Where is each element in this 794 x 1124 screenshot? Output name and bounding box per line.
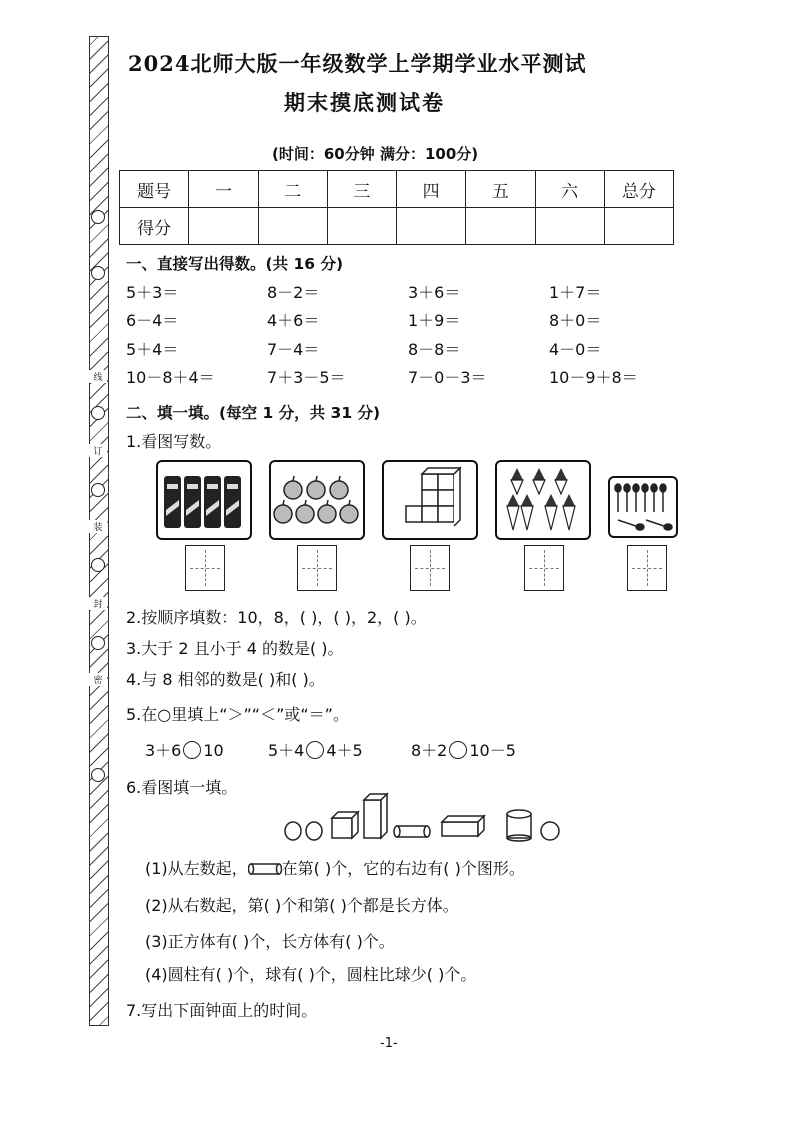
arithmetic-item: 1＋7＝ — [549, 283, 602, 302]
arithmetic-item: 7－4＝ — [267, 340, 320, 359]
cube-icon — [332, 812, 358, 838]
answer-box[interactable] — [524, 545, 564, 591]
spoon-icon — [610, 478, 676, 536]
q6-part1-suffix: 在第( )个，它的右边有( )个图形。 — [281, 859, 525, 878]
question-6-part3: (3)正方体有( )个，长方体有( )个。 — [145, 932, 395, 951]
cylinder-icon — [248, 862, 282, 876]
answer-box[interactable] — [410, 545, 450, 591]
binding-hole-icon — [91, 406, 105, 420]
arithmetic-item: 8－2＝ — [267, 283, 320, 302]
arithmetic-item: 1＋9＝ — [408, 311, 461, 330]
binding-hole-icon — [91, 558, 105, 572]
arithmetic-item: 8＋0＝ — [549, 311, 602, 330]
arithmetic-item: 3＋6＝ — [408, 283, 461, 302]
compare-right: 4＋5 — [326, 741, 363, 760]
binding-label: 密 — [89, 673, 107, 686]
binding-hole-icon — [91, 266, 105, 280]
compare-circle[interactable] — [306, 741, 324, 759]
question-3: 3.大于 2 且小于 4 的数是( )。 — [126, 639, 344, 658]
score-table-header: 总分 — [604, 171, 673, 208]
binding-label: 线 — [89, 370, 107, 383]
compare-item-2 — [268, 738, 363, 761]
section1-heading: 一、直接写出得数。(共 16 分) — [126, 255, 344, 273]
score-table-header: 二 — [258, 171, 327, 208]
sphere-icon — [285, 822, 301, 840]
binding-label: 订 — [89, 444, 107, 457]
question-6: 6.看图填一填。 — [126, 778, 238, 797]
cubes-picture — [382, 460, 478, 540]
section2-heading: 二、填一填。(每空 1 分，共 31 分) — [126, 404, 381, 422]
arithmetic-item: 10－9＋8＝ — [549, 368, 638, 387]
arithmetic-item: 10－8＋4＝ — [126, 368, 215, 387]
apples-picture — [269, 460, 365, 540]
arithmetic-item: 6－4＝ — [126, 311, 179, 330]
binding-hole-icon — [91, 636, 105, 650]
compare-item-3 — [411, 738, 516, 761]
arithmetic-item: 4－0＝ — [549, 340, 602, 359]
shapes-row — [282, 790, 567, 842]
question-7: 7.写出下面钟面上的时间。 — [126, 1001, 318, 1020]
compare-item-1 — [145, 738, 224, 761]
question-4: 4.与 8 相邻的数是( )和( )。 — [126, 670, 325, 689]
page-title: 2024北师大版一年级数学上学期学业水平测试 — [128, 51, 587, 76]
score-row-label: 得分 — [120, 208, 189, 245]
score-table-header: 六 — [535, 171, 604, 208]
score-table-header: 三 — [327, 171, 396, 208]
cylinder-icon — [507, 810, 531, 841]
score-table — [119, 170, 674, 245]
cylinder-icon — [394, 826, 430, 837]
score-table-score-row — [120, 208, 674, 245]
q6-part1-prefix: (1)从左数起， — [145, 859, 248, 878]
score-cell[interactable] — [189, 208, 258, 245]
can-icon — [158, 462, 250, 538]
binding-label: 装 — [89, 520, 107, 533]
flat-cuboid-icon — [442, 816, 484, 836]
cans-picture — [156, 460, 252, 540]
arithmetic-item: 7＋3－5＝ — [267, 368, 346, 387]
arithmetic-item: 7－0－3＝ — [408, 368, 487, 387]
score-table-header: 五 — [466, 171, 535, 208]
question-2: 2.按顺序填数：10，8，( )，( )，2，( )。 — [126, 608, 427, 627]
compare-left: 8＋2 — [411, 741, 448, 760]
arithmetic-item: 5＋4＝ — [126, 340, 179, 359]
question-6-part2: (2)从右数起，第( )个和第( )个都是长方体。 — [145, 896, 459, 915]
answer-box[interactable] — [627, 545, 667, 591]
apple-icon — [271, 462, 363, 538]
score-cell[interactable] — [535, 208, 604, 245]
score-cell[interactable] — [258, 208, 327, 245]
arithmetic-item: 4＋6＝ — [267, 311, 320, 330]
compare-right: 10－5 — [469, 741, 516, 760]
exam-info: (时间：60分钟 满分：100分) — [272, 145, 479, 163]
cube-stack-icon — [384, 462, 476, 538]
answer-box[interactable] — [185, 545, 225, 591]
ice-cream-picture — [495, 460, 591, 540]
score-table-header: 四 — [397, 171, 466, 208]
score-cell[interactable] — [327, 208, 396, 245]
score-table-header: 一 — [189, 171, 258, 208]
sphere-icon — [541, 822, 559, 840]
score-cell[interactable] — [466, 208, 535, 245]
score-table-header: 题号 — [120, 171, 189, 208]
arithmetic-item: 5＋3＝ — [126, 283, 179, 302]
ice-cream-icon — [497, 462, 589, 538]
question-6-part4: (4)圆柱有( )个，球有( )个，圆柱比球少( )个。 — [145, 965, 477, 984]
answer-box[interactable] — [297, 545, 337, 591]
compare-right: 10 — [203, 741, 224, 760]
question-1: 1.看图写数。 — [126, 432, 222, 451]
tall-cuboid-icon — [364, 794, 387, 838]
arithmetic-item: 8－8＝ — [408, 340, 461, 359]
spoons-picture — [608, 476, 678, 538]
binding-hole-icon — [91, 768, 105, 782]
compare-left: 3＋6 — [145, 741, 182, 760]
binding-hole-icon — [91, 483, 105, 497]
question-6-part1 — [145, 856, 525, 879]
page-subtitle-title: 期末摸底测试卷 — [284, 90, 445, 115]
binding-hole-icon — [91, 210, 105, 224]
binding-label: 封 — [89, 597, 107, 610]
page-number: -1- — [380, 1036, 398, 1051]
score-table-header-row — [120, 171, 674, 208]
question-5: 5.在○里填上“＞”“＜”或“＝”。 — [126, 705, 349, 724]
compare-circle[interactable] — [183, 741, 201, 759]
score-cell[interactable] — [397, 208, 466, 245]
score-cell[interactable] — [604, 208, 673, 245]
sphere-icon — [306, 822, 322, 840]
compare-circle[interactable] — [449, 741, 467, 759]
compare-left: 5＋4 — [268, 741, 305, 760]
